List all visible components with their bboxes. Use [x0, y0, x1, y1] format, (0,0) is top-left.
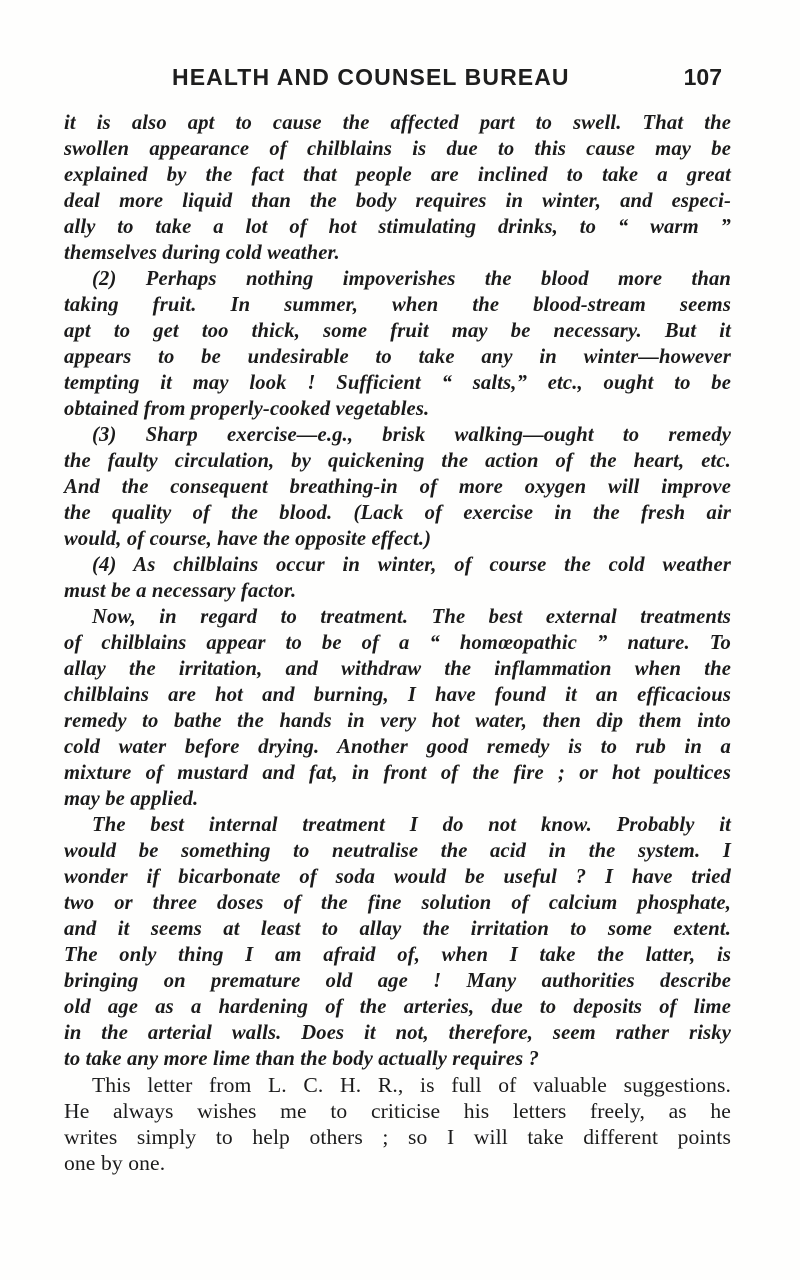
text-line: appears to be undesirable to take any in winter—however [64, 346, 731, 368]
text-line: explained by the fact that people are inclined to take a great [64, 164, 731, 186]
text-line: taking fruit. In summer, when the blood-stream seems [64, 294, 731, 316]
text-line: would, of course, have the opposite effect.) [64, 528, 432, 550]
text-line: it is also apt to cause the affected part to swell. That the [64, 112, 731, 134]
text-line: ally to take a lot of hot stimulating drinks, to “ warm ” [64, 216, 731, 238]
text-line: bringing on premature old age ! Many authorities describe [64, 970, 731, 992]
running-head: HEALTH AND COUNSEL BUREAU [172, 64, 570, 90]
text-line: one by one. [64, 1151, 166, 1175]
text-line: This letter from L. C. H. R., is full of valuable suggestions. [92, 1073, 731, 1097]
text-line: themselves during cold weather. [64, 242, 340, 264]
body-text [64, 110, 731, 1176]
text-line: would be something to neutralise the acid in the system. I [64, 840, 731, 862]
text-line: the faulty circulation, by quickening the action of the heart, etc. [64, 450, 731, 472]
text-line: Now, in regard to treatment. The best external treatments [92, 606, 731, 628]
text-line: to take any more lime than the body actually requires ? [64, 1048, 540, 1070]
text-line: obtained from properly-cooked vegetables. [64, 398, 430, 420]
text-line: (4) As chilblains occur in winter, of course the cold weather [92, 554, 731, 576]
text-line: chilblains are hot and burning, I have found it an efficacious [64, 684, 731, 706]
page-number: 107 [683, 64, 722, 90]
text-line: (2) Perhaps nothing impoverishes the blood more than [92, 268, 731, 290]
text-line: wonder if bicarbonate of soda would be useful ? I have tried [64, 866, 731, 888]
page-header [172, 64, 722, 100]
text-line: must be a necessary factor. [64, 580, 297, 602]
text-line: remedy to bathe the hands in very hot water, then dip them into [64, 710, 731, 732]
text-line: allay the irritation, and withdraw the inflammation when the [64, 658, 731, 680]
text-line: old age as a hardening of the arteries, due to deposits of lime [64, 996, 731, 1018]
text-line: tempting it may look ! Sufficient “ salts,” etc., ought to be [64, 372, 731, 394]
text-line: of chilblains appear to be of a “ homœopathic ” nature. To [64, 632, 731, 654]
text-line: the quality of the blood. (Lack of exercise in the fresh air [64, 502, 731, 524]
text-line: swollen appearance of chilblains is due to this cause may be [64, 138, 731, 160]
text-line: writes simply to help others ; so I will take different points [64, 1125, 731, 1149]
text-line: apt to get too thick, some fruit may be necessary. But it [64, 320, 731, 342]
text-line: The only thing I am afraid of, when I take the latter, is [64, 944, 731, 966]
text-line: And the consequent breathing-in of more oxygen will improve [64, 476, 731, 498]
text-line: may be applied. [64, 788, 199, 810]
text-line: He always wishes me to criticise his letters freely, as he [64, 1099, 731, 1123]
text-line: and it seems at least to allay the irritation to some extent. [64, 918, 731, 940]
text-line: two or three doses of the fine solution of calcium phosphate, [64, 892, 731, 914]
text-line: The best internal treatment I do not know. Probably it [92, 814, 731, 836]
text-line: mixture of mustard and fat, in front of the fire ; or hot poultices [64, 762, 731, 784]
text-line: (3) Sharp exercise—e.g., brisk walking—ought to remedy [92, 424, 731, 446]
text-line: cold water before drying. Another good remedy is to rub in a [64, 736, 731, 758]
text-line: in the arterial walls. Does it not, therefore, seem rather risky [64, 1022, 731, 1044]
text-line: deal more liquid than the body requires in winter, and especi- [64, 190, 731, 212]
